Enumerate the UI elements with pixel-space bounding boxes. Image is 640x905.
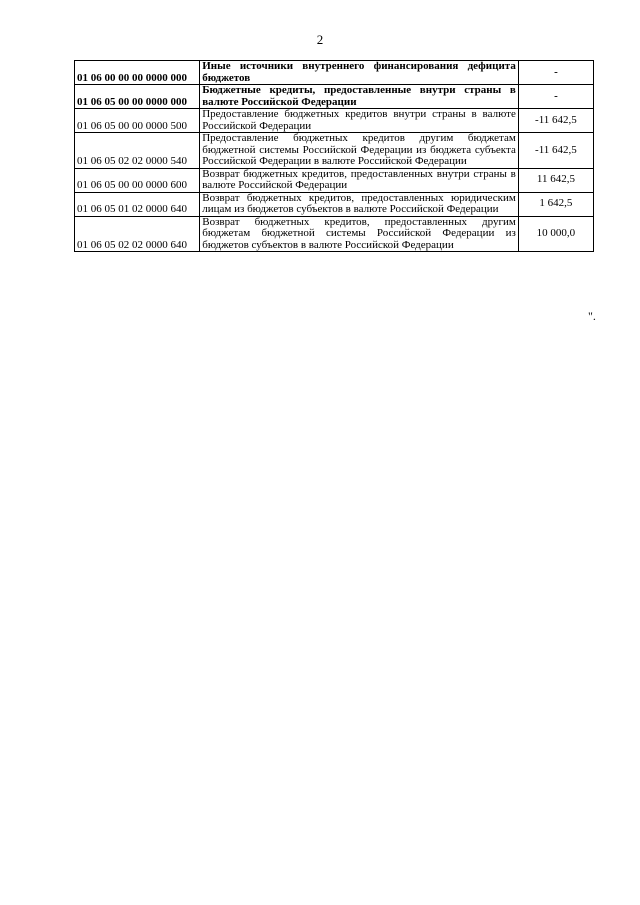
budget-code-cell: 01 06 05 02 02 0000 640 (75, 216, 200, 252)
table-row (75, 192, 594, 216)
page-number: 2 (316, 32, 324, 47)
budget-sources-table (74, 60, 594, 252)
budget-code-cell: 01 06 05 00 00 0000 600 (75, 168, 200, 192)
budget-code-cell: 01 06 05 00 00 0000 500 (75, 109, 200, 133)
amount-cell: -11 642,5 (518, 109, 593, 133)
description-cell: Возврат бюджетных кредитов, предоставленных другим бюджетам бюджетной системы Российской Федерации из бюджетов субъектов в валюте Российской Федерации (200, 216, 519, 252)
budget-code-cell: 01 06 00 00 00 0000 000 (75, 61, 200, 85)
description-cell: Предоставление бюджетных кредитов внутри страны в валюте Российской Федерации (200, 109, 519, 133)
amount-cell: -11 642,5 (518, 133, 593, 169)
description-cell: Возврат бюджетных кредитов, предоставленных юридическим лицам из бюджетов субъектов в валюте Российской Федерации (200, 192, 519, 216)
amount-cell: 10 000,0 (518, 216, 593, 252)
budget-code-cell: 01 06 05 02 02 0000 540 (75, 133, 200, 169)
amount-cell: 1 642,5 (518, 192, 593, 216)
description-cell: Бюджетные кредиты, предоставленные внутри страны в валюте Российской Федерации (200, 85, 519, 109)
table-row (75, 168, 594, 192)
amount-cell: - (518, 85, 593, 109)
amount-cell: 11 642,5 (518, 168, 593, 192)
budget-code-cell: 01 06 05 01 02 0000 640 (75, 192, 200, 216)
table-row (75, 216, 594, 252)
table-row (75, 133, 594, 169)
amount-cell: - (518, 61, 593, 85)
description-cell: Возврат бюджетных кредитов, предоставленных внутри страны в валюте Российской Федерации (200, 168, 519, 192)
closing-quote-mark: ". (588, 309, 596, 323)
description-cell: Иные источники внутреннего финансирования дефицита бюджетов (200, 61, 519, 85)
table-row (75, 85, 594, 109)
table-row (75, 61, 594, 85)
description-cell: Предоставление бюджетных кредитов другим бюджетам бюджетной системы Российской Федерации из бюджета субъекта Российской Федерации в валюте Российской Федерации (200, 133, 519, 169)
table-row (75, 109, 594, 133)
budget-code-cell: 01 06 05 00 00 0000 000 (75, 85, 200, 109)
